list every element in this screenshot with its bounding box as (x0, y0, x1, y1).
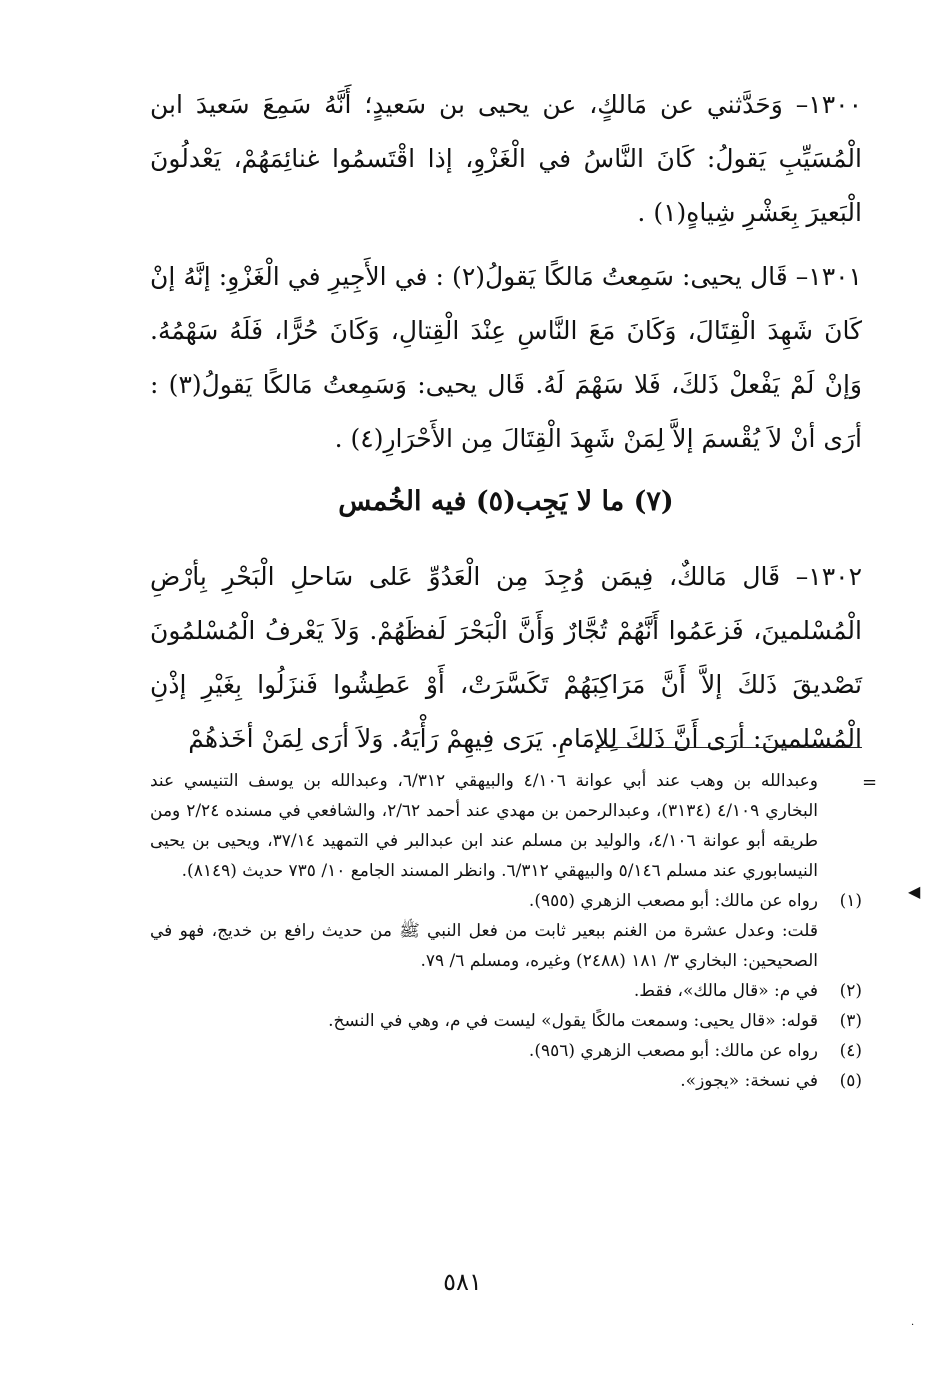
footnote-item (150, 1036, 862, 1066)
hadith-1300: ١٣٠٠– وَحَدَّثني عن مَالكٍ، عن يحيى بن سَعيدٍ؛ أَنَّهُ سَمِعَ سَعيدَ ابن الْمُسَيِّبِ يَقولُ: كَانَ النَّاسُ في الْغَزْوِ، إذا اقْتَسمُوا غنائِمَهُمْ، يَعْدلُونَ الْبَعيرَ بِعَشْرِ شِياهٍ(١) . (150, 90, 862, 227)
footnote-number: (٤) (839, 1041, 862, 1061)
footnotes (150, 766, 862, 1096)
footnote-text: في م: «قال مالك»، فقط. (633, 981, 818, 1001)
footnote-number: (٥) (839, 1071, 862, 1091)
chapter-heading: (٧) ما لا يَجِب(٥) فيه الخُمس (338, 486, 674, 517)
footnote-text: قوله: «قال يحيى: وسمعت مالكًا يقول» ليست في م، وهي في النسخ. (328, 1011, 818, 1031)
footnote-text: رواه عن مالك: أبو مصعب الزهري (٩٥٦). (528, 1041, 818, 1061)
hadith-1301: ١٣٠١– قَال يحيى: سَمِعتُ مَالكًا يَقولُ(٢) : في الأَجِيرِ في الْغَزْوِ: إنَّهُ إنْ كَانَ شَهِدَ الْقِتَالَ، وَكَانَ مَعَ النَّاسِ عِنْدَ الْقِتالِ، وَكَانَ حُرًّا، فَلَهُ سَهْمُهُ. وَإنْ لَمْ يَفْعلْ ذَلكَ، فَلا سَهْمَ لَهُ. قَال يحيى: وَسَمِعتُ مَالكًا يَقولُ(٣) : أرَى أنْ لاَ يُقْسمَ إلاَّ لِمَنْ شَهِدَ الْقِتَالَ مِن الأَحْرَارِ(٤) . (150, 262, 862, 453)
margin-arrow-icon: ◀ (908, 882, 921, 901)
footnote-remark: قلت: وعدل عشرة من الغنم ببعير ثابت من فعل النبي ﷺ من حديث رافع بن خديج، فهو في الصحيحين: البخاري ٣/ ١٨١ (٢٤٨٨) وغيره، ومسلم ٦/ ٧٩. (150, 921, 818, 971)
main-text (150, 78, 862, 766)
footnote-text: في نسخة: «يجوز». (680, 1071, 818, 1091)
footnote-continuation: وعبدالله بن وهب عند أبي عوانة ٤/١٠٦ والبيهقي ٦/٣١٢، وعبدالله بن يوسف التنيسي عند البخاري ٤/١٠٩ (٣١٣٤)، وعبدالرحمن بن مهدي عند أحمد ٢/٦٢، والشافعي في مسنده ٢/٢٤ ومن طريقه أبو عوانة ٤/١٠٦، والوليد بن مسلم عند ابن عبدالبر في التمهيد ٣٧/١٤، ويحيى بن يحيى النيسابوري عند مسلم ٥/١٤٦ والبيهقي ٦/٣١٢. وانظر المسند الجامع ١٠/ ٧٣٥ حديث (٨١٤٩). (150, 771, 818, 881)
footnote-number: (١) (839, 891, 862, 911)
page-number: ٥٨١ (443, 1268, 482, 1296)
scan-speck: · (911, 1320, 915, 1331)
footnote-separator (597, 747, 862, 748)
footnote-item (150, 886, 862, 916)
footnote-number: (٣) (839, 1011, 862, 1031)
footnote-item (150, 976, 862, 1006)
footnote-number: (٢) (839, 981, 862, 1001)
footnote-text: رواه عن مالك: أبو مصعب الزهري (٩٥٥). (528, 891, 818, 911)
footnote-item (150, 1066, 862, 1096)
continuation-mark: = (862, 772, 878, 793)
footnote-item (150, 1006, 862, 1036)
hadith-1302: ١٣٠٢– قَال مَالكٌ، فِيمَن وُجِدَ مِن الْعَدُوِّ عَلى سَاحلِ الْبَحْرِ بِأرْضِ الْمُسْلمينَ، فَزعَمُوا أَنَّهُمْ تُجَّارٌ وَأَنَّ الْبَحْرَ لَفظَهُمْ. وَلاَ يَعْرفُ الْمُسْلمُونَ تَصْديقَ ذَلكَ إلاَّ أَنَّ مَرَاكِبَهُمْ تَكَسَّرَتْ، أَوْ عَطِشُوا فَنزَلُوا بِغَيْرِ إذْنِ الْمُسْلمينَ: أرَى أَنَّ ذَلكَ لِلإمَامِ. يَرَى فِيهِمْ رَأْيَهُ. وَلاَ أرَى لِمَنْ أخَذهُمْ (150, 562, 862, 753)
